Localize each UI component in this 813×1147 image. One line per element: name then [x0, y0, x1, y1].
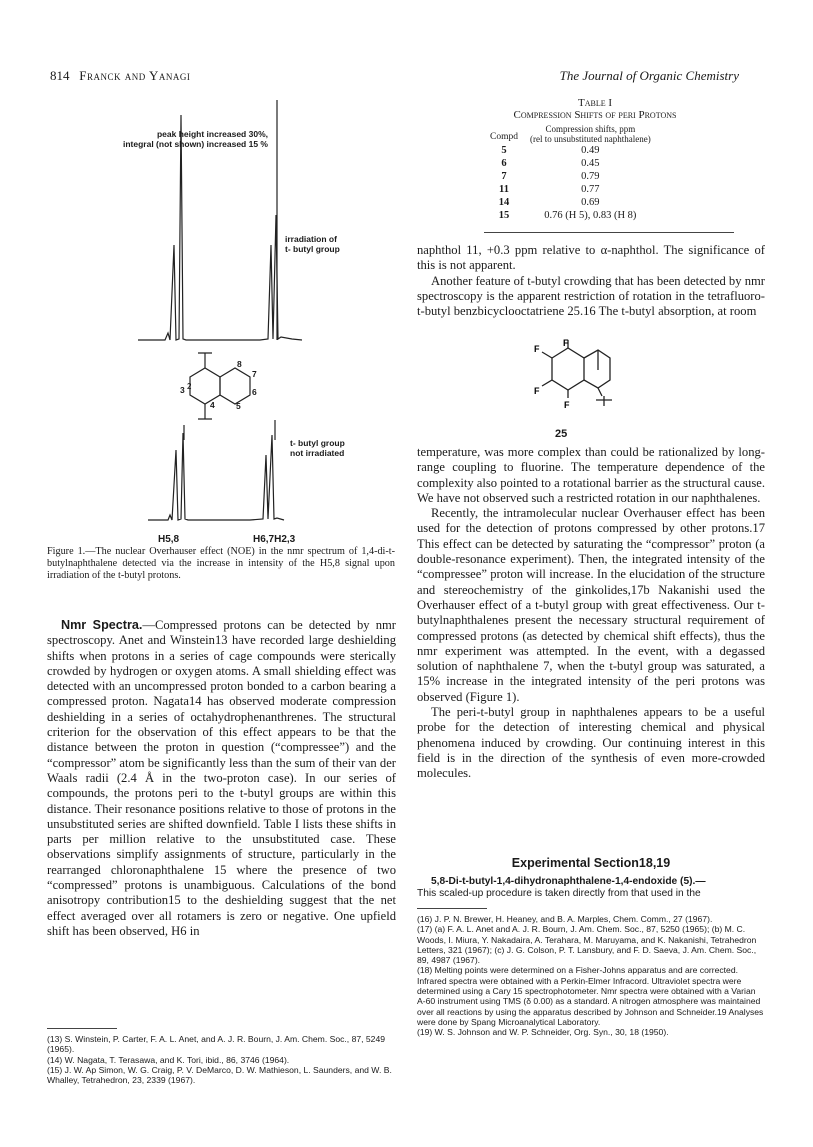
nmr-paragraph: —Compressed protons can be detected by nmr spectroscopy. Anet and Winstein13 have recorded large deshielding shifts when protons in a series of cage compounds were sterically crowded by hydrogen or oxygen atoms. A small shielding effect was detected with an uncompressed proton bonded to a carbon bearing a compressed proton. Nagata14 has observed moderate compression deshielding in a series of octahydrophenanthrenes. The structural criterion for the observation of this effect appears to be that the distance between the proton in question (“compressee”) and the “compressor” atom be significantly less than the sum of their van der Waals radii (2.4 Å in the two-proton case). In our series of compounds, the protons peri to the t-butyl groups are within this distance. Their resonance positions relative to those of protons in the unsubstituted series are shifted downfield. Table I lists these shifts in parts per million relative to the unsubstituted case. These observations simplify assignments of structure, particularly in the rearranged chloronaphthalene 15 where the presence of two “compressed” protons is unambiguous. Calculations of the bond anisotropy contribution15 to the deshielding suggest that the net effect averaged over all rotamers is zero or negative. One upfield shift has been observed, H6 in	[47, 618, 396, 938]
page-number: 814	[50, 68, 70, 83]
para-naphthol: naphthol 11, +0.3 ppm relative to α-naphthol. The significance of this is not apparent.	[417, 243, 765, 273]
para-peri-probe: The peri-t-butyl group in naphthalenes appears to be a useful probe for the detection of interesting chemical and physical phenomena induced by crowding. Our continuing interest in this field is in the direction of the synthesis of even more-crowded molecules.	[417, 705, 765, 781]
right-column-top	[417, 243, 765, 319]
table-row: 6 0.45	[501, 158, 600, 169]
footnote-16: (16) J. P. N. Brewer, H. Heaney, and B. A. Marples, Chem. Comm., 27 (1967).	[417, 914, 713, 924]
footnote-rule-left	[47, 1028, 117, 1029]
axis-label-h67h23: H6,7H2,3	[253, 534, 296, 545]
table-row: 11 0.77	[499, 184, 600, 195]
compound-25-label: 25	[555, 428, 568, 440]
footnote-14: (14) W. Nagata, T. Terasawa, and K. Tori, ibid., 86, 3746 (1964).	[47, 1054, 290, 1065]
table-row: 14 0.69	[498, 197, 600, 208]
label-not-irradiated-1: t- butyl group	[290, 438, 345, 448]
struct-label-7: 7	[252, 369, 257, 379]
struct-label-2: 2	[187, 382, 192, 391]
axis-label-h58: H5,8	[158, 534, 180, 545]
footnotes-left	[47, 1034, 396, 1085]
table-row: 15 0.76 (H 5), 0.83 (H 8)	[498, 210, 637, 221]
experimental-intro	[417, 876, 765, 901]
note-integral: integral (not shown) increased 15 %	[122, 139, 268, 149]
footnote-17: (17) (a) F. A. L. Anet and A. J. R. Bourn, J. Am. Chem. Soc., 87, 5250 (1965); (b) M. C. Woods, I. Miura, Y. Nakadaira, A. Terahara, M. Maruyama, and K. Nakanishi, Tetrahedron Letters, 321 (1967); (c) J. G. Colson, P. T. Lansbury, and F. D. Saeva, J. Am. Chem. Soc., 89, 4987 (1967).	[417, 924, 757, 966]
label-not-irradiated-2: not irradiated	[290, 448, 345, 458]
struct-label-6: 6	[252, 387, 257, 397]
table-bottom-rule	[484, 232, 734, 233]
table-title: Compression Shifts of peri Protons	[513, 109, 677, 121]
left-column	[47, 618, 396, 939]
struct-label-3: 3	[180, 385, 185, 395]
running-header-left	[50, 68, 190, 84]
para-temperature: temperature, was more complex than could be rationalized by long-range coupling to fluorine. The temperature dependence of the complexity also pointed to a rotational barrier as the structural cause. We have not observed such a restricted rotation in our naphthalenes.	[417, 445, 765, 505]
figure-1	[40, 95, 390, 555]
nmr-spectra-drawing	[40, 95, 390, 555]
svg-text:F: F	[564, 400, 570, 410]
svg-text:F: F	[534, 344, 540, 354]
footnote-15: (15) J. W. Ap Simon, W. G. Craig, P. V. DeMarco, D. W. Mathieson, L. Saunders, and W. B. Whalley, Tetrahedron, 23, 2339 (1967).	[47, 1064, 392, 1086]
note-peak-height: peak height increased 30%,	[156, 129, 268, 139]
para-another-feature: Another feature of t-butyl crowding that has been detected by nmr spectroscopy is the apparent restriction of rotation in the tetrafluoro-t-butyl benzbicyclooctatriene 25.16 The t-butyl absorption, at room	[417, 273, 765, 319]
col-header-shifts: Compression shifts, ppm	[545, 124, 636, 134]
running-journal-title: The Journal of Organic Chemistry	[559, 68, 739, 83]
label-irradiation-2: t- butyl group	[285, 244, 340, 254]
right-column-body	[417, 445, 765, 782]
struct-label-5: 5	[236, 401, 241, 411]
footnotes-right	[417, 914, 765, 1038]
table-1	[470, 97, 720, 121]
table-label: Table I	[577, 97, 613, 109]
experimental-heading: Experimental Section18,19	[511, 856, 671, 870]
struct-label-8: 8	[237, 359, 242, 369]
exp-compound-title: 5,8-Di-t-butyl-1,4-dihydronaphthalene-1,4-endoxide (5).—	[431, 876, 706, 887]
section-heading-nmr: Nmr Spectra.	[61, 618, 143, 632]
label-irradiation-1: irradiation of	[285, 234, 337, 244]
exp-procedure-text: This scaled-up procedure is taken directly from that used in the	[417, 888, 701, 900]
table-row: 5 0.49	[501, 145, 600, 156]
struct-label-4: 4	[210, 400, 215, 410]
footnote-rule-right	[417, 908, 487, 909]
running-authors: Franck and Yanagi	[79, 68, 191, 83]
compound-25-structure	[530, 338, 640, 426]
col-header-rel: (rel to unsubstituted naphthalene)	[529, 134, 651, 144]
compression-shifts-table	[484, 124, 657, 222]
svg-text:F: F	[563, 338, 569, 348]
figure-caption: Figure 1.—The nuclear Overhauser effect (NOE) in the nmr spectrum of 1,4-di-t-butylnaphthalene detected via the increase in intensity of the H5,8 signal upon irradiation of the t-butyl protons.	[47, 546, 395, 581]
para-overhauser: Recently, the intramolecular nuclear Overhauser effect has been used for the detection of protons compressed by other protons.17 This effect can be detected by saturating the “compressor” proton (a double-resonance experiment). Then, the integrated intensity of the “compressee” proton will increase. In the elucidation of the structure and stereochemistry of the ginkolides,17b Nakanishi used the Overhauser effect of a t-butyl group with great effectiveness. Our t-butylnaphthalenes present the necessary structural requirement of compressed protons (as detected by chemical shift effects), thus the nmr experiment was attempted. In the event, with a degassed solution of naphthalene 7, when the t-butyl group was saturated, a 15% increase in the integrated intensity of the peri protons was observed (Figure 1).	[417, 506, 765, 704]
footnote-19: (19) W. S. Johnson and W. P. Schneider, Org. Syn., 30, 18 (1950).	[417, 1027, 669, 1038]
svg-text:F: F	[534, 386, 540, 396]
table-row: 7 0.79	[501, 171, 600, 182]
col-header-compd: Compd	[490, 132, 518, 142]
footnote-18: (18) Melting points were determined on a Fisher-Johns apparatus and are corrected. Infrared spectra were obtained with a Perkin-Elmer Infracord. Ultraviolet spectra were determined using a Cary 15 spectrophotometer. Nmr spectra were obtained with a Varian A-60 instrument using TMS (δ 0.00) as a standard. A nitrogen atmosphere was maintained over all reactions by using the apparatus described by Johnson and Schneider.19 Analyses were done by Spang Microanalytical Laboratory.	[417, 965, 764, 1027]
footnote-13: (13) S. Winstein, P. Carter, F. A. L. Anet, and A. J. R. Bourn, J. Am. Chem. Soc., 87, 5249 (1965).	[47, 1034, 386, 1055]
